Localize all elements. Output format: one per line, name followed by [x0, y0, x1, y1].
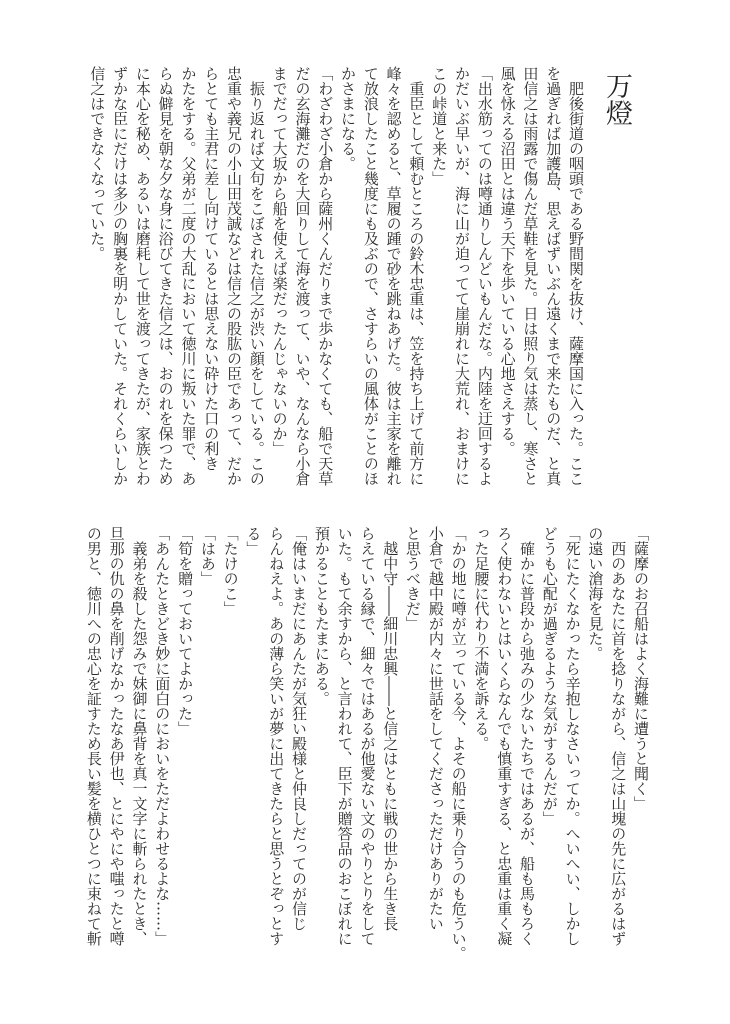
- text-line: 小倉で越中殿が内々に世話をしてくださっただけありがたい: [426, 526, 445, 931]
- text-line: て放浪したこと幾度にも及ぶので、さすらいの風体がことのほ: [361, 66, 380, 486]
- text-line: らんねえよ。あの薄ら笑いが夢に出てきたらと思うとぞっとす: [267, 526, 286, 946]
- text-line: った足腰に代わり不満を訴える。: [472, 526, 491, 751]
- text-line: 義弟を殺した怨みで妹御に鼻背を真一文字に斬られたとき、: [130, 526, 149, 946]
- text-line: 「たけのこ」: [221, 526, 240, 616]
- text-line: かたをする。父弟が二度の大乱において徳川に叛いた罪で、あ: [179, 66, 198, 486]
- text-line: 「出水筋ってのは噂通りしんどいもんだな。内陸を迂回するよ: [475, 66, 494, 486]
- text-line: の遠い滄海を見た。: [586, 526, 605, 661]
- text-line: 旦那の仇の鼻を削げなかったなあ伊也、とにやにや嗤ったと噂: [107, 526, 126, 946]
- text-line: と思うべきだ」: [404, 526, 423, 631]
- text-line: 「俺はいまだにあんたが気狂い殿様と仲良しだってのが信じ: [290, 526, 309, 931]
- text-line: どうも心配が過ぎるような気がするんだが」: [540, 526, 559, 826]
- text-line: かだいぶ早いが、海に山が迫ってて崖崩れに大荒れ、おまけに: [453, 66, 472, 486]
- text-line: 忠重や義兄の小山田茂誠などは信之の股肱の臣であって、だか: [225, 66, 244, 486]
- text-line: この峠道と来た」: [430, 66, 449, 186]
- text-line: らえている縁で、細々ではあるが他愛ない文のやりとりをして: [358, 526, 377, 946]
- text-block-top: [85, 66, 587, 496]
- text-line: 「筍を贈っておいてよかった」: [176, 526, 195, 736]
- text-line: 振り返れば文句をこぼされた信之が渋い顔をしている。この: [247, 66, 266, 486]
- text-line: 峰々を認めると、草履の踵で砂を跳ねあげた。彼は主家を離れ: [384, 66, 403, 486]
- text-line: だの玄海灘だのを大回りして海を渡って、いや、なんなら小倉: [293, 66, 312, 486]
- text-line: 「わざわざ小倉から薩州くんだりまで歩かなくても、船で天草: [316, 66, 335, 486]
- text-line: 「はあ」: [198, 526, 217, 586]
- text-line: 田信之は雨露で傷んだ草鞋を見た。日は照り気は蒸し、寒さと: [521, 66, 540, 486]
- text-line: 「かの地に噂が立っている今、よその船に乗り合うのも危うい。: [449, 526, 468, 961]
- text-line: 「薩摩のお召船はよく海難に遭うと聞く」: [632, 526, 650, 811]
- text-line: を過ぎれば加護島、思えばずいぶん遠くまで来たものだ、と真: [544, 66, 563, 486]
- text-line: 確かに普段から弛みの少ないたちではあるが、船も馬もろく: [518, 526, 537, 946]
- text-line: 風を怺える沼田とは違う天下を歩いている心地さえする。: [498, 66, 517, 456]
- text-line: 「あんたときどき妙に面白のにおいをただよわせるよな……」: [153, 526, 172, 946]
- text-line: いた。もて余すから、と言われて、臣下が贈答品のおこぼれに: [335, 526, 354, 946]
- chapter-title: 万燈: [601, 72, 632, 126]
- text-line: 重臣として頼むところの鈴木忠重は、笠を持ち上げて前方に: [407, 66, 426, 486]
- text-line: かさまになる。: [339, 66, 358, 171]
- text-line: ずかな臣にだけは多少の胸裏を明かしていた。それくらいしか: [111, 66, 130, 486]
- text-line: 越中守――細川忠興――と信之はともに戦の世から生き長: [381, 526, 400, 931]
- text-line: の男と、徳川への忠心を証すため長い髪を横ひとつに束ねて斬: [84, 526, 103, 946]
- text-line: る」: [244, 526, 263, 556]
- text-line: 西のあなたに首を捻りながら、信之は山塊の先に広がるはず: [609, 526, 628, 946]
- text-line: に本心を秘め、あるいは磨耗して世を渡ってきたが、家族とわ: [133, 66, 152, 486]
- text-line: ろく使わないとはいくらなんでも慎重すぎる、と忠重は重く凝: [495, 526, 514, 946]
- text-line: 「死にたくなかったら辛抱しなさいってか。へいへい、しかし: [563, 526, 582, 946]
- text-line: らぬ僻見を朝な夕な身に浴びてきた信之は、おのれを保つため: [156, 66, 175, 486]
- text-line: 預かることもたまにある。: [312, 526, 331, 706]
- text-line: 信之はできなくなっていた。: [88, 66, 107, 261]
- text-line: 肥後街道の咽頭である野間関を抜け、薩摩国に入った。ここ: [567, 66, 585, 486]
- text-line: らとても主君に差し向けているとは思えない砕けた口の利き: [202, 66, 221, 471]
- text-line: までだって大坂から船を使えば楽だったんじゃないのか」: [270, 66, 289, 456]
- text-block-bottom: [82, 526, 652, 988]
